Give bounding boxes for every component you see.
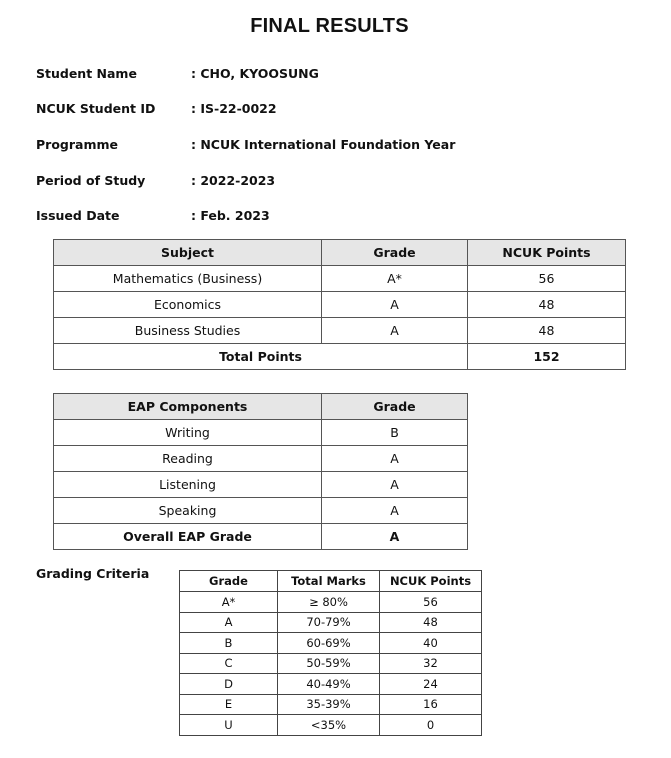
info-label: Period of Study <box>36 173 146 188</box>
grading-criteria-table <box>179 570 482 736</box>
table-row <box>180 633 482 654</box>
component-cell: Speaking <box>54 498 322 524</box>
table-row <box>180 674 482 695</box>
grade-cell: A* <box>322 266 468 292</box>
table-header-row <box>54 394 468 420</box>
subject-cell: Economics <box>54 292 322 318</box>
table-row <box>54 446 468 472</box>
component-cell: Reading <box>54 446 322 472</box>
grade-cell: U <box>180 715 278 736</box>
overall-row <box>54 524 468 550</box>
column-header-grade: Grade <box>180 571 278 592</box>
info-label: Programme <box>36 137 118 152</box>
table-row <box>54 472 468 498</box>
component-cell: Writing <box>54 420 322 446</box>
info-value: : 2022-2023 <box>191 173 276 188</box>
points-cell: 56 <box>468 266 626 292</box>
table-row <box>54 420 468 446</box>
table-row <box>180 612 482 633</box>
subjects-table <box>53 239 626 370</box>
table-row <box>180 592 482 613</box>
info-label: Student Name <box>36 66 137 81</box>
marks-cell: 40-49% <box>278 674 380 695</box>
info-label: Issued Date <box>36 208 120 223</box>
grade-cell: D <box>180 674 278 695</box>
points-cell: 48 <box>468 292 626 318</box>
table-row <box>180 653 482 674</box>
total-row <box>54 344 626 370</box>
overall-label: Overall EAP Grade <box>54 524 322 550</box>
grade-cell: B <box>180 633 278 654</box>
column-header-grade: Grade <box>322 240 468 266</box>
column-header-grade: Grade <box>322 394 468 420</box>
overall-value: A <box>322 524 468 550</box>
grade-cell: A <box>322 318 468 344</box>
marks-cell: ≥ 80% <box>278 592 380 613</box>
info-value: : NCUK International Foundation Year <box>191 137 456 152</box>
column-header-points: NCUK Points <box>468 240 626 266</box>
grade-cell: A <box>322 292 468 318</box>
table-row <box>54 318 626 344</box>
marks-cell: <35% <box>278 715 380 736</box>
points-cell: 48 <box>380 612 482 633</box>
table-row <box>54 266 626 292</box>
grading-criteria-label: Grading Criteria <box>36 566 150 581</box>
component-cell: Listening <box>54 472 322 498</box>
points-cell: 24 <box>380 674 482 695</box>
info-label: NCUK Student ID <box>36 101 156 116</box>
table-row <box>54 292 626 318</box>
page-title: FINAL RESULTS <box>250 15 409 37</box>
grade-cell: C <box>180 653 278 674</box>
grade-cell: A <box>322 446 468 472</box>
table-row <box>180 715 482 736</box>
info-value: : CHO, KYOOSUNG <box>191 66 319 81</box>
grade-cell: A* <box>180 592 278 613</box>
marks-cell: 35-39% <box>278 694 380 715</box>
column-header-eap-components: EAP Components <box>54 394 322 420</box>
points-cell: 32 <box>380 653 482 674</box>
table-row <box>180 694 482 715</box>
points-cell: 48 <box>468 318 626 344</box>
info-value: : Feb. 2023 <box>191 208 270 223</box>
total-value: 152 <box>468 344 626 370</box>
grade-cell: E <box>180 694 278 715</box>
points-cell: 40 <box>380 633 482 654</box>
points-cell: 0 <box>380 715 482 736</box>
marks-cell: 70-79% <box>278 612 380 633</box>
grade-cell: A <box>322 472 468 498</box>
grade-cell: B <box>322 420 468 446</box>
table-row <box>54 498 468 524</box>
subject-cell: Mathematics (Business) <box>54 266 322 292</box>
total-label: Total Points <box>54 344 468 370</box>
grade-cell: A <box>180 612 278 633</box>
subject-cell: Business Studies <box>54 318 322 344</box>
marks-cell: 50-59% <box>278 653 380 674</box>
info-value: : IS-22-0022 <box>191 101 277 116</box>
table-header-row <box>54 240 626 266</box>
points-cell: 56 <box>380 592 482 613</box>
marks-cell: 60-69% <box>278 633 380 654</box>
column-header-total-marks: Total Marks <box>278 571 380 592</box>
column-header-points: NCUK Points <box>380 571 482 592</box>
column-header-subject: Subject <box>54 240 322 266</box>
points-cell: 16 <box>380 694 482 715</box>
eap-table <box>53 393 468 550</box>
grade-cell: A <box>322 498 468 524</box>
table-header-row <box>180 571 482 592</box>
